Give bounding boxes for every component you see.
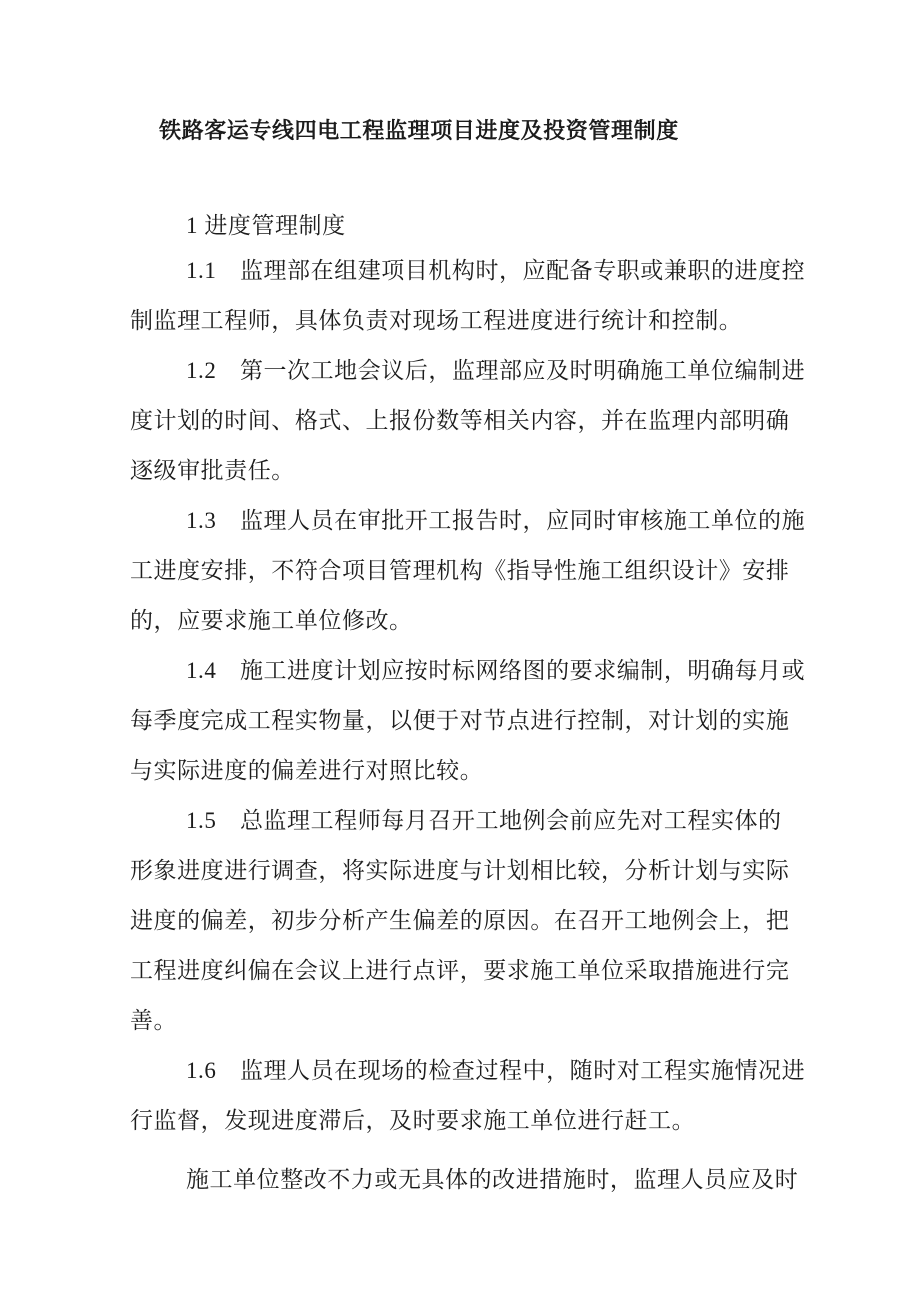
paragraph-line-1-4a: 1.4 施工进度计划应按时标网络图的要求编制，明确每月或 bbox=[186, 658, 806, 683]
paragraph-line-1-3c: 的，应要求施工单位修改。 bbox=[130, 608, 413, 633]
paragraph-line-1-4b: 每季度完成工程实物量，以便于对节点进行控制，对计划的实施 bbox=[130, 708, 790, 733]
paragraph-line-1-3a: 1.3 监理人员在审批开工报告时，应同时审核施工单位的施 bbox=[186, 508, 806, 533]
paragraph-line-1-5b: 形象进度进行调查，将实际进度与计划相比较，分析计划与实际 bbox=[130, 858, 790, 883]
paragraph-line-1-5d: 工程进度纠偏在会议上进行点评，要求施工单位采取措施进行完 bbox=[130, 958, 790, 983]
paragraph-line-1-6b: 行监督，发现进度滞后，及时要求施工单位进行赶工。 bbox=[130, 1108, 696, 1133]
paragraph-line-1-6a: 1.6 监理人员在现场的检查过程中，随时对工程实施情况进 bbox=[186, 1058, 806, 1083]
paragraph-line-1-2a: 1.2 第一次工地会议后，监理部应及时明确施工单位编制进 bbox=[186, 358, 806, 383]
paragraph-line-1-5c: 进度的偏差，初步分析产生偏差的原因。在召开工地例会上，把 bbox=[130, 908, 790, 933]
paragraph-line-1-3b: 工进度安排，不符合项目管理机构《指导性施工组织设计》安排 bbox=[130, 558, 790, 583]
paragraph-line-1-5a: 1.5 总监理工程师每月召开工地例会前应先对工程实体的 bbox=[186, 808, 782, 833]
paragraph-line-1-5e: 善。 bbox=[130, 1008, 178, 1033]
paragraph-line-1-2b: 度计划的时间、格式、上报份数等相关内容，并在监理内部明确 bbox=[130, 408, 790, 433]
section-heading: 1 进度管理制度 bbox=[186, 213, 346, 238]
paragraph-line-1-1a: 1.1 监理部在组建项目机构时，应配备专职或兼职的进度控 bbox=[186, 258, 806, 283]
paragraph-line-1-1b: 制监理工程师，具体负责对现场工程进度进行统计和控制。 bbox=[130, 308, 743, 333]
paragraph-line-final: 施工单位整改不力或无具体的改进措施时，监理人员应及时 bbox=[186, 1167, 799, 1192]
paragraph-line-1-2c: 逐级审批责任。 bbox=[130, 458, 295, 483]
doc-title: 铁路客运专线四电工程监理项目进度及投资管理制度 bbox=[159, 118, 679, 143]
paragraph-line-1-4c: 与实际进度的偏差进行对照比较。 bbox=[130, 758, 484, 783]
